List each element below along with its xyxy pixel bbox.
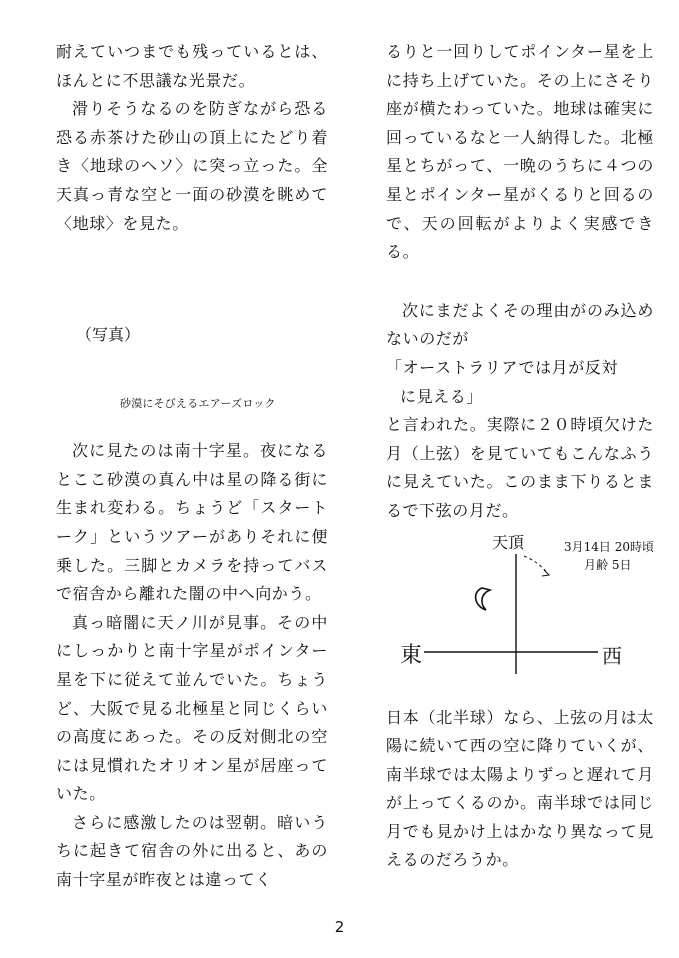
- paragraph: 真っ暗闇に天ノ川が見事。その中にしっかりと南十字星がポインター星を下に従えて並んでいた。ちょうど、大阪で見る北極星と同じくらいの高度にあった。その反対側北の空には見慣れたオリオン星が居座っていた。: [56, 612, 328, 804]
- quote-line: に見える」: [400, 386, 484, 406]
- zenith-label: 天頂: [492, 532, 525, 552]
- crescent-moon-icon: [476, 588, 490, 610]
- paragraph: 滑りそうなるのを防ぎながら恐る恐る赤茶けた砂山の頂上にたどり着き〈地球のヘソ〉に突っ立った。全天真っ青な空と一面の砂漠を眺めて〈地球〉を見た。: [56, 99, 328, 233]
- left-column: [56, 38, 328, 895]
- photo-caption: 砂漠にそびえるエアーズロック: [120, 397, 276, 411]
- paragraph: 耐えていつまでも残っているとは、ほんとに不思議な光景だ。: [56, 42, 328, 90]
- photo-placeholder-label: （写真）: [76, 325, 141, 345]
- moon-diagram: [386, 534, 654, 704]
- date-label: 3月14日 20時頃: [564, 539, 654, 554]
- paragraph: と言われた。実際に２０時頃欠けた月（上弦）を見ていてもこんなふうに見えていた。このまま下りるとまるで下弦の月だ。: [386, 415, 654, 520]
- paragraph: 次にまだよくその理由がのみ込めないのだが: [386, 300, 654, 349]
- page-number: 2: [334, 918, 345, 936]
- paragraph: るりと一回りしてポインター星を上に持ち上げていた。その上にさそり座が横たわっていた。地球は確実に回っているなと一人納得した。北極星とちがって、一晩のうちに４つの星とポインター星がくるりと回るので、天の回転がよりよく実感できる。: [386, 42, 654, 262]
- moon-path-arrow-icon: [524, 556, 548, 574]
- paragraph: さらに感激したのは翌朝。暗いうちに起きて宿舎の外に出ると、あの南十字星が昨夜とは違ってく: [56, 812, 328, 890]
- right-column: [386, 38, 654, 875]
- east-label: 東: [400, 642, 423, 668]
- paragraph: 日本（北半球）なら、上弦の月は太陽に続いて西の空に降りていくが、南半球では太陽よりずっと遅れて月が上ってくるのか。南半球では同じ月でも見かけ上はかなり異なって見えるのだろうか。: [386, 707, 654, 870]
- quote-line: 「オーストラリアでは月が反対: [386, 357, 619, 377]
- paragraph: 次に見たのは南十字星。夜になるとここ砂漠の真ん中は星の降る街に生まれ変わる。ちょうど「スタートーク」というツアーがありそれに便乗した。三脚とカメラを持ってバスで宿舎から離れた闇の中へ向かう。: [56, 441, 328, 604]
- moon-age-label: 月齢 5日: [584, 557, 632, 572]
- arrowhead-icon: [542, 570, 549, 576]
- west-label: 西: [602, 643, 622, 668]
